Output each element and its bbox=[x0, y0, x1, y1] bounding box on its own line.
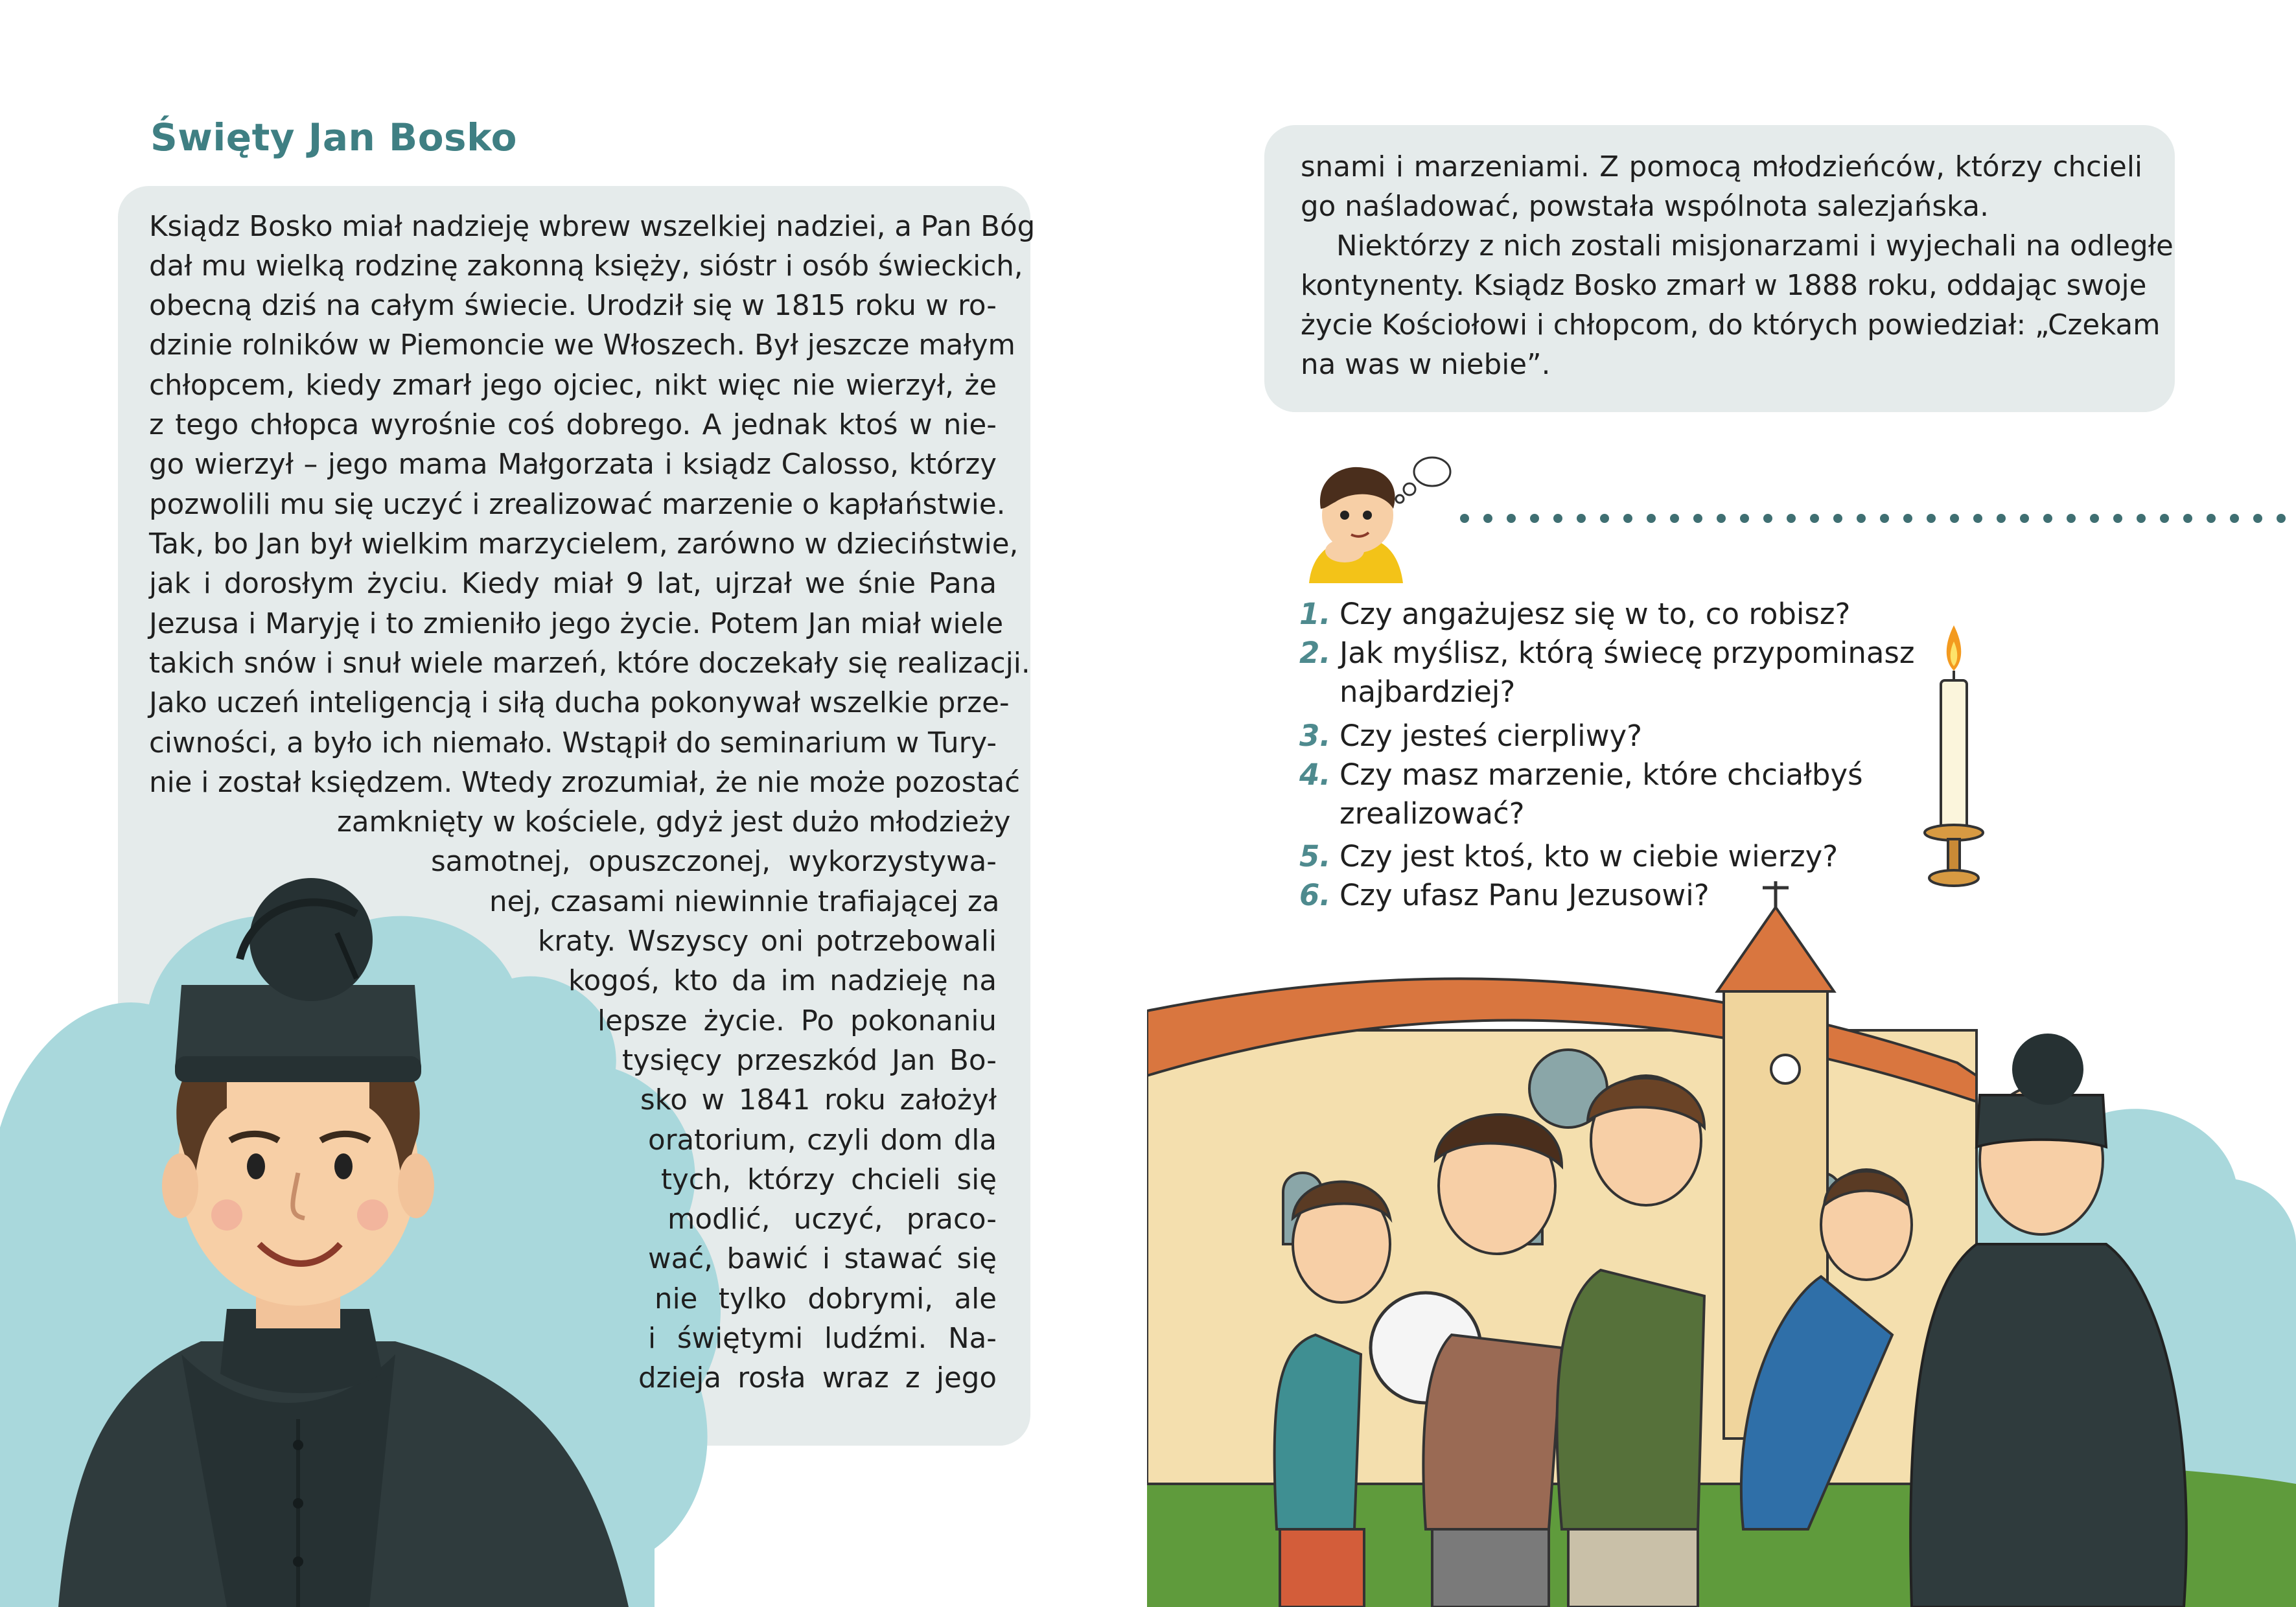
question-number: 6. bbox=[1299, 878, 1331, 912]
divider-dot bbox=[1600, 514, 1609, 523]
body-line: nie i został księdzem. Wtedy zrozumiał, że nie może pozostać bbox=[149, 767, 1021, 799]
body-line: nej, czasami niewinnie trafiającej za bbox=[489, 886, 1000, 918]
divider-dot bbox=[2137, 514, 2146, 523]
question-number: 4. bbox=[1299, 757, 1331, 792]
body-line: z tego chłopca wyrośnie coś dobrego. A jednak ktoś w nie- bbox=[149, 409, 997, 441]
body-line: dzinie rolników w Piemoncie we Włoszech. Był jeszcze małym bbox=[149, 329, 1015, 362]
body-line: modlić, uczyć, praco- bbox=[667, 1203, 997, 1236]
body-line: ciwności, a było ich niemało. Wstąpił do seminarium w Tury- bbox=[149, 727, 997, 759]
divider-dot bbox=[1880, 514, 1889, 523]
body-line: kontynenty. Ksiądz Bosko zmarł w 1888 roku, oddając swoje bbox=[1301, 270, 2147, 302]
question-3 bbox=[1299, 717, 1642, 756]
question-text: Jak myślisz, którą świecę przypominasz bbox=[1339, 636, 1915, 670]
body-line: dzieja rosła wraz z jego bbox=[638, 1362, 997, 1394]
body-line: lepsze życie. Po pokonaniu bbox=[597, 1005, 997, 1037]
body-line: i świętymi ludźmi. Na- bbox=[648, 1323, 997, 1355]
page-title: Święty Jan Bosko bbox=[150, 115, 517, 159]
question-4 bbox=[1299, 756, 1863, 794]
body-line: dał mu wielką rodzinę zakonną księży, sióstr i osób świeckich, bbox=[149, 250, 1023, 283]
question-text: Czy angażujesz się w to, co robisz? bbox=[1339, 597, 1851, 631]
divider-dot bbox=[1927, 514, 1936, 523]
divider-dot bbox=[1647, 514, 1656, 523]
question-text: Czy jest ktoś, kto w ciebie wierzy? bbox=[1339, 839, 1838, 873]
body-line: tych, którzy chcieli się bbox=[661, 1164, 997, 1196]
divider-dot bbox=[1483, 514, 1492, 523]
body-line: obecną dziś na całym świecie. Urodził się w 1815 roku w ro- bbox=[149, 290, 997, 322]
body-line: go naśladować, powstała wspólnota salezjańska. bbox=[1301, 191, 1989, 223]
body-line: wać, bawić i stawać się bbox=[648, 1243, 997, 1275]
divider-dot bbox=[1717, 514, 1726, 523]
body-line: na was w niebie”. bbox=[1301, 349, 1551, 381]
divider-dot bbox=[1973, 514, 1982, 523]
divider-dot bbox=[2183, 514, 2192, 523]
candle-icon bbox=[1918, 616, 1989, 894]
question-text: Czy ufasz Panu Jezusowi? bbox=[1339, 878, 1710, 912]
dotted-divider bbox=[1458, 512, 2296, 525]
body-line: Jezusa i Maryję i to zmieniło jego życie. Potem Jan miał wiele bbox=[149, 608, 1004, 640]
question-1 bbox=[1299, 595, 1850, 634]
divider-dot bbox=[2067, 514, 2076, 523]
question-5 bbox=[1299, 837, 1838, 876]
divider-dot bbox=[1693, 514, 1702, 523]
divider-dot bbox=[1833, 514, 1842, 523]
church-and-boys-scene bbox=[1147, 881, 2296, 1607]
question-number: 1. bbox=[1299, 597, 1331, 631]
body-line: snami i marzeniami. Z pomocą młodzieńców, którzy chcieli bbox=[1301, 151, 2142, 183]
body-line: zamknięty w kościele, gdyż jest dużo młodzieży bbox=[337, 806, 1011, 838]
divider-dot bbox=[2160, 514, 2169, 523]
divider-dot bbox=[1460, 514, 1469, 523]
body-line: kogoś, kto da im nadzieję na bbox=[568, 965, 997, 997]
question-2-continued bbox=[1299, 673, 1515, 711]
divider-dot bbox=[1950, 514, 1959, 523]
question-4-continued bbox=[1299, 794, 1525, 833]
body-line: samotnej, opuszczonej, wykorzystywa- bbox=[431, 846, 997, 878]
question-number: 2. bbox=[1299, 636, 1331, 670]
divider-dot bbox=[2230, 514, 2239, 523]
question-text: Czy masz marzenie, które chciałbyś bbox=[1339, 757, 1863, 792]
body-line: Niektórzy z nich zostali misjonarzami i wyjechali na odległe bbox=[1336, 230, 2174, 262]
divider-dot bbox=[2113, 514, 2122, 523]
body-line: kraty. Wszyscy oni potrzebowali bbox=[538, 925, 997, 958]
divider-dot bbox=[1763, 514, 1772, 523]
divider-dot bbox=[1740, 514, 1749, 523]
body-line: chłopcem, kiedy zmarł jego ojciec, nikt więc nie wierzył, że bbox=[149, 369, 997, 402]
question-number: 3. bbox=[1299, 719, 1331, 753]
divider-dot bbox=[1810, 514, 1819, 523]
body-line: nie tylko dobrymi, ale bbox=[655, 1283, 997, 1315]
divider-dot bbox=[2090, 514, 2099, 523]
divider-dot bbox=[1553, 514, 1562, 523]
body-line: takich snów i snuł wiele marzeń, które doczekały się realizacji. bbox=[149, 647, 1030, 680]
body-line: pozwolili mu się uczyć i zrealizować marzenie o kapłaństwie. bbox=[149, 489, 1006, 521]
divider-dot bbox=[2020, 514, 2029, 523]
thinking-boy-icon bbox=[1296, 454, 1452, 583]
divider-dot bbox=[1857, 514, 1866, 523]
body-line: sko w 1841 roku założył bbox=[640, 1084, 997, 1116]
divider-dot bbox=[2207, 514, 2216, 523]
question-2 bbox=[1299, 634, 1915, 673]
divider-dot bbox=[2277, 514, 2286, 523]
body-line: oratorium, czyli dom dla bbox=[648, 1124, 997, 1157]
body-line: Ksiądz Bosko miał nadzieję wbrew wszelkiej nadziei, a Pan Bóg bbox=[149, 211, 1036, 243]
body-line: tysięcy przeszkód Jan Bo- bbox=[622, 1045, 997, 1077]
body-line: życie Kościołowi i chłopcom, do których powiedział: „Czekam bbox=[1301, 309, 2161, 341]
body-line: go wierzył – jego mama Małgorzata i ksiądz Calosso, którzy bbox=[149, 448, 997, 481]
divider-dot bbox=[1577, 514, 1586, 523]
body-line: jak i dorosłym życiu. Kiedy miał 9 lat, ujrzał we śnie Pana bbox=[149, 568, 997, 600]
question-text: najbardziej? bbox=[1339, 675, 1516, 709]
divider-dot bbox=[1997, 514, 2006, 523]
body-line: Jako uczeń inteligencją i siłą ducha pokonywał wszelkie prze- bbox=[149, 687, 1010, 719]
divider-dot bbox=[2043, 514, 2052, 523]
divider-dot bbox=[1623, 514, 1632, 523]
question-number: 5. bbox=[1299, 839, 1331, 873]
question-text: Czy jesteś cierpliwy? bbox=[1339, 719, 1643, 753]
body-line: Tak, bo Jan był wielkim marzycielem, zarówno w dzieciństwie, bbox=[149, 528, 1019, 561]
question-text: zrealizować? bbox=[1339, 796, 1525, 831]
divider-dot bbox=[2253, 514, 2262, 523]
divider-dot bbox=[1787, 514, 1796, 523]
divider-dot bbox=[1530, 514, 1539, 523]
divider-dot bbox=[1670, 514, 1679, 523]
divider-dot bbox=[1507, 514, 1516, 523]
divider-dot bbox=[1903, 514, 1912, 523]
